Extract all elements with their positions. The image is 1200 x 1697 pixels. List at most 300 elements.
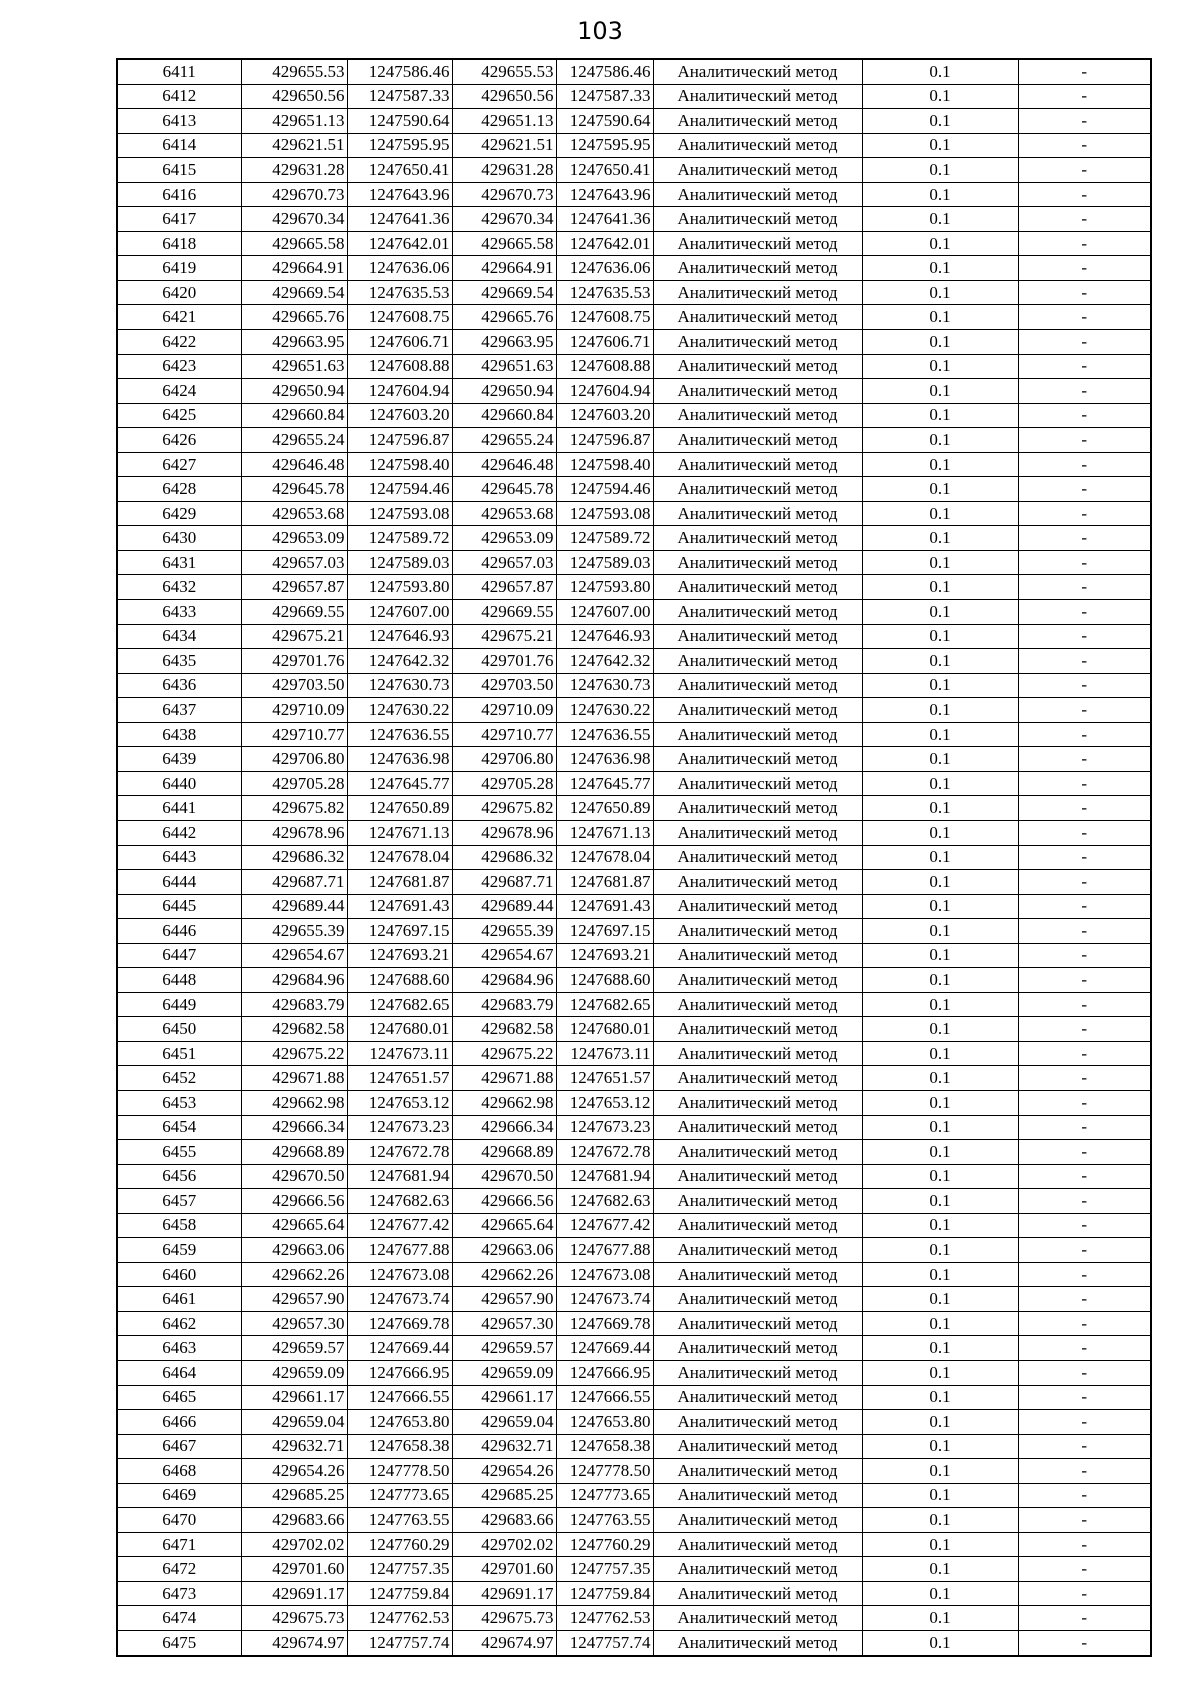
note-cell: - [1018,84,1151,109]
point-number-cell: 6446 [117,919,241,944]
note-cell: - [1018,207,1151,232]
table-row [117,231,1151,256]
table-row [117,1164,1151,1189]
x-coordinate-cell: 429632.71 [241,1434,347,1459]
note-cell: - [1018,109,1151,134]
accuracy-cell: 0.1 [862,1557,1018,1582]
x-coordinate-cell: 429646.48 [241,452,347,477]
accuracy-cell: 0.1 [862,133,1018,158]
table-row [117,1189,1151,1214]
note-cell: - [1018,1508,1151,1533]
method-cell: Аналитический метод [653,1287,862,1312]
point-number-cell: 6452 [117,1066,241,1091]
table-row [117,820,1151,845]
accuracy-cell: 0.1 [862,158,1018,183]
note-cell: - [1018,1336,1151,1361]
note-cell: - [1018,280,1151,305]
table-row [117,747,1151,772]
table-row [117,501,1151,526]
x-coordinate-prev-cell: 429659.04 [452,1410,556,1435]
y-coordinate-cell: 1247672.78 [347,1140,452,1165]
point-number-cell: 6433 [117,600,241,625]
y-coordinate-prev-cell: 1247678.04 [556,845,653,870]
x-coordinate-cell: 429654.26 [241,1459,347,1484]
method-cell: Аналитический метод [653,1410,862,1435]
x-coordinate-prev-cell: 429663.06 [452,1238,556,1263]
y-coordinate-cell: 1247593.80 [347,575,452,600]
y-coordinate-cell: 1247678.04 [347,845,452,870]
x-coordinate-cell: 429651.63 [241,354,347,379]
accuracy-cell: 0.1 [862,1483,1018,1508]
point-number-cell: 6428 [117,477,241,502]
note-cell: - [1018,428,1151,453]
method-cell: Аналитический метод [653,771,862,796]
method-cell: Аналитический метод [653,649,862,674]
note-cell: - [1018,845,1151,870]
method-cell: Аналитический метод [653,379,862,404]
x-coordinate-prev-cell: 429670.50 [452,1164,556,1189]
accuracy-cell: 0.1 [862,575,1018,600]
point-number-cell: 6474 [117,1606,241,1631]
method-cell: Аналитический метод [653,673,862,698]
x-coordinate-cell: 429664.91 [241,256,347,281]
x-coordinate-prev-cell: 429661.17 [452,1385,556,1410]
point-number-cell: 6412 [117,84,241,109]
x-coordinate-cell: 429653.09 [241,526,347,551]
y-coordinate-prev-cell: 1247603.20 [556,403,653,428]
x-coordinate-prev-cell: 429657.03 [452,550,556,575]
table-row [117,968,1151,993]
accuracy-cell: 0.1 [862,943,1018,968]
table-row [117,330,1151,355]
y-coordinate-prev-cell: 1247757.35 [556,1557,653,1582]
accuracy-cell: 0.1 [862,870,1018,895]
y-coordinate-cell: 1247598.40 [347,452,452,477]
y-coordinate-prev-cell: 1247589.72 [556,526,653,551]
y-coordinate-prev-cell: 1247682.65 [556,992,653,1017]
accuracy-cell: 0.1 [862,207,1018,232]
point-number-cell: 6419 [117,256,241,281]
x-coordinate-prev-cell: 429684.96 [452,968,556,993]
table-row [117,59,1151,84]
point-number-cell: 6470 [117,1508,241,1533]
note-cell: - [1018,870,1151,895]
point-number-cell: 6466 [117,1410,241,1435]
y-coordinate-cell: 1247643.96 [347,182,452,207]
y-coordinate-prev-cell: 1247593.08 [556,501,653,526]
y-coordinate-prev-cell: 1247645.77 [556,771,653,796]
method-cell: Аналитический метод [653,747,862,772]
note-cell: - [1018,1385,1151,1410]
x-coordinate-prev-cell: 429632.71 [452,1434,556,1459]
accuracy-cell: 0.1 [862,1041,1018,1066]
x-coordinate-cell: 429621.51 [241,133,347,158]
accuracy-cell: 0.1 [862,501,1018,526]
accuracy-cell: 0.1 [862,305,1018,330]
method-cell: Аналитический метод [653,722,862,747]
method-cell: Аналитический метод [653,845,862,870]
accuracy-cell: 0.1 [862,771,1018,796]
x-coordinate-prev-cell: 429705.28 [452,771,556,796]
point-number-cell: 6465 [117,1385,241,1410]
x-coordinate-cell: 429662.26 [241,1262,347,1287]
y-coordinate-cell: 1247642.32 [347,649,452,674]
x-coordinate-cell: 429689.44 [241,894,347,919]
y-coordinate-cell: 1247757.74 [347,1631,452,1656]
method-cell: Аналитический метод [653,1631,862,1656]
x-coordinate-prev-cell: 429669.54 [452,280,556,305]
method-cell: Аналитический метод [653,550,862,575]
point-number-cell: 6468 [117,1459,241,1484]
accuracy-cell: 0.1 [862,403,1018,428]
y-coordinate-cell: 1247682.65 [347,992,452,1017]
y-coordinate-cell: 1247641.36 [347,207,452,232]
y-coordinate-cell: 1247646.93 [347,624,452,649]
y-coordinate-cell: 1247693.21 [347,943,452,968]
method-cell: Аналитический метод [653,575,862,600]
x-coordinate-cell: 429662.98 [241,1090,347,1115]
note-cell: - [1018,133,1151,158]
y-coordinate-cell: 1247666.95 [347,1360,452,1385]
accuracy-cell: 0.1 [862,59,1018,84]
note-cell: - [1018,330,1151,355]
x-coordinate-cell: 429663.06 [241,1238,347,1263]
note-cell: - [1018,943,1151,968]
point-number-cell: 6426 [117,428,241,453]
x-coordinate-prev-cell: 429665.58 [452,231,556,256]
table-row [117,1631,1151,1656]
point-number-cell: 6432 [117,575,241,600]
x-coordinate-prev-cell: 429675.22 [452,1041,556,1066]
point-number-cell: 6453 [117,1090,241,1115]
note-cell: - [1018,796,1151,821]
y-coordinate-cell: 1247650.89 [347,796,452,821]
note-cell: - [1018,1238,1151,1263]
point-number-cell: 6417 [117,207,241,232]
method-cell: Аналитический метод [653,452,862,477]
accuracy-cell: 0.1 [862,1066,1018,1091]
accuracy-cell: 0.1 [862,1631,1018,1656]
y-coordinate-cell: 1247680.01 [347,1017,452,1042]
table-row [117,1287,1151,1312]
x-coordinate-prev-cell: 429657.90 [452,1287,556,1312]
accuracy-cell: 0.1 [862,1115,1018,1140]
x-coordinate-cell: 429701.76 [241,649,347,674]
point-number-cell: 6450 [117,1017,241,1042]
y-coordinate-prev-cell: 1247669.78 [556,1311,653,1336]
method-cell: Аналитический метод [653,207,862,232]
y-coordinate-prev-cell: 1247658.38 [556,1434,653,1459]
y-coordinate-cell: 1247759.84 [347,1581,452,1606]
accuracy-cell: 0.1 [862,84,1018,109]
point-number-cell: 6441 [117,796,241,821]
y-coordinate-cell: 1247691.43 [347,894,452,919]
method-cell: Аналитический метод [653,1017,862,1042]
point-number-cell: 6461 [117,1287,241,1312]
y-coordinate-prev-cell: 1247607.00 [556,600,653,625]
table-row [117,1483,1151,1508]
method-cell: Аналитический метод [653,280,862,305]
point-number-cell: 6456 [117,1164,241,1189]
point-number-cell: 6448 [117,968,241,993]
y-coordinate-prev-cell: 1247642.01 [556,231,653,256]
y-coordinate-prev-cell: 1247773.65 [556,1483,653,1508]
y-coordinate-prev-cell: 1247606.71 [556,330,653,355]
y-coordinate-prev-cell: 1247666.55 [556,1385,653,1410]
y-coordinate-prev-cell: 1247693.21 [556,943,653,968]
note-cell: - [1018,747,1151,772]
method-cell: Аналитический метод [653,894,862,919]
point-number-cell: 6414 [117,133,241,158]
accuracy-cell: 0.1 [862,747,1018,772]
x-coordinate-prev-cell: 429646.48 [452,452,556,477]
table-row [117,1434,1151,1459]
accuracy-cell: 0.1 [862,1213,1018,1238]
point-number-cell: 6424 [117,379,241,404]
x-coordinate-prev-cell: 429655.39 [452,919,556,944]
table-row [117,771,1151,796]
y-coordinate-cell: 1247681.87 [347,870,452,895]
x-coordinate-prev-cell: 429683.79 [452,992,556,1017]
note-cell: - [1018,182,1151,207]
y-coordinate-prev-cell: 1247604.94 [556,379,653,404]
y-coordinate-cell: 1247589.03 [347,550,452,575]
y-coordinate-cell: 1247651.57 [347,1066,452,1091]
table-row [117,1360,1151,1385]
note-cell: - [1018,1410,1151,1435]
point-number-cell: 6435 [117,649,241,674]
method-cell: Аналитический метод [653,182,862,207]
accuracy-cell: 0.1 [862,894,1018,919]
y-coordinate-prev-cell: 1247636.55 [556,722,653,747]
accuracy-cell: 0.1 [862,1508,1018,1533]
y-coordinate-cell: 1247671.13 [347,820,452,845]
method-cell: Аналитический метод [653,820,862,845]
y-coordinate-cell: 1247608.88 [347,354,452,379]
table-row [117,305,1151,330]
note-cell: - [1018,1311,1151,1336]
point-number-cell: 6431 [117,550,241,575]
method-cell: Аналитический метод [653,403,862,428]
x-coordinate-cell: 429645.78 [241,477,347,502]
y-coordinate-prev-cell: 1247586.46 [556,59,653,84]
note-cell: - [1018,1164,1151,1189]
method-cell: Аналитический метод [653,1041,862,1066]
table-row [117,649,1151,674]
x-coordinate-prev-cell: 429621.51 [452,133,556,158]
x-coordinate-prev-cell: 429660.84 [452,403,556,428]
x-coordinate-cell: 429670.50 [241,1164,347,1189]
method-cell: Аналитический метод [653,796,862,821]
point-number-cell: 6472 [117,1557,241,1582]
x-coordinate-cell: 429675.82 [241,796,347,821]
table-row [117,550,1151,575]
method-cell: Аналитический метод [653,305,862,330]
table-row [117,624,1151,649]
method-cell: Аналитический метод [653,526,862,551]
point-number-cell: 6443 [117,845,241,870]
x-coordinate-prev-cell: 429668.89 [452,1140,556,1165]
x-coordinate-cell: 429670.34 [241,207,347,232]
point-number-cell: 6438 [117,722,241,747]
note-cell: - [1018,649,1151,674]
y-coordinate-prev-cell: 1247650.41 [556,158,653,183]
y-coordinate-cell: 1247635.53 [347,280,452,305]
method-cell: Аналитический метод [653,1336,862,1361]
y-coordinate-prev-cell: 1247653.80 [556,1410,653,1435]
y-coordinate-cell: 1247653.80 [347,1410,452,1435]
method-cell: Аналитический метод [653,109,862,134]
note-cell: - [1018,1360,1151,1385]
x-coordinate-cell: 429684.96 [241,968,347,993]
method-cell: Аналитический метод [653,231,862,256]
table-row [117,207,1151,232]
accuracy-cell: 0.1 [862,1238,1018,1263]
point-number-cell: 6457 [117,1189,241,1214]
method-cell: Аналитический метод [653,256,862,281]
x-coordinate-cell: 429710.09 [241,698,347,723]
y-coordinate-cell: 1247673.74 [347,1287,452,1312]
x-coordinate-prev-cell: 429687.71 [452,870,556,895]
x-coordinate-prev-cell: 429669.55 [452,600,556,625]
table-row [117,1606,1151,1631]
table-row [117,1041,1151,1066]
note-cell: - [1018,1606,1151,1631]
method-cell: Аналитический метод [653,1213,862,1238]
y-coordinate-prev-cell: 1247666.95 [556,1360,653,1385]
note-cell: - [1018,1631,1151,1656]
y-coordinate-prev-cell: 1247759.84 [556,1581,653,1606]
x-coordinate-cell: 429666.34 [241,1115,347,1140]
x-coordinate-prev-cell: 429671.88 [452,1066,556,1091]
x-coordinate-cell: 429660.84 [241,403,347,428]
accuracy-cell: 0.1 [862,845,1018,870]
y-coordinate-cell: 1247773.65 [347,1483,452,1508]
table-row [117,84,1151,109]
y-coordinate-prev-cell: 1247636.06 [556,256,653,281]
table-row [117,1262,1151,1287]
accuracy-cell: 0.1 [862,1434,1018,1459]
y-coordinate-prev-cell: 1247760.29 [556,1532,653,1557]
method-cell: Аналитический метод [653,1115,862,1140]
x-coordinate-cell: 429687.71 [241,870,347,895]
note-cell: - [1018,919,1151,944]
y-coordinate-prev-cell: 1247594.46 [556,477,653,502]
accuracy-cell: 0.1 [862,624,1018,649]
table-row [117,600,1151,625]
x-coordinate-prev-cell: 429664.91 [452,256,556,281]
method-cell: Аналитический метод [653,477,862,502]
y-coordinate-prev-cell: 1247650.89 [556,796,653,821]
x-coordinate-cell: 429691.17 [241,1581,347,1606]
point-number-cell: 6427 [117,452,241,477]
method-cell: Аналитический метод [653,1606,862,1631]
accuracy-cell: 0.1 [862,452,1018,477]
y-coordinate-prev-cell: 1247681.87 [556,870,653,895]
accuracy-cell: 0.1 [862,1336,1018,1361]
accuracy-cell: 0.1 [862,1532,1018,1557]
y-coordinate-prev-cell: 1247596.87 [556,428,653,453]
x-coordinate-prev-cell: 429657.30 [452,1311,556,1336]
x-coordinate-prev-cell: 429666.56 [452,1189,556,1214]
note-cell: - [1018,1115,1151,1140]
note-cell: - [1018,894,1151,919]
point-number-cell: 6430 [117,526,241,551]
method-cell: Аналитический метод [653,1459,862,1484]
accuracy-cell: 0.1 [862,600,1018,625]
table-row [117,280,1151,305]
table-row [117,354,1151,379]
table-row [117,1459,1151,1484]
method-cell: Аналитический метод [653,992,862,1017]
y-coordinate-cell: 1247642.01 [347,231,452,256]
y-coordinate-cell: 1247650.41 [347,158,452,183]
note-cell: - [1018,722,1151,747]
point-number-cell: 6454 [117,1115,241,1140]
accuracy-cell: 0.1 [862,354,1018,379]
x-coordinate-prev-cell: 429631.28 [452,158,556,183]
x-coordinate-prev-cell: 429662.98 [452,1090,556,1115]
x-coordinate-cell: 429703.50 [241,673,347,698]
accuracy-cell: 0.1 [862,280,1018,305]
point-number-cell: 6416 [117,182,241,207]
x-coordinate-cell: 429659.09 [241,1360,347,1385]
y-coordinate-cell: 1247608.75 [347,305,452,330]
y-coordinate-cell: 1247636.55 [347,722,452,747]
y-coordinate-prev-cell: 1247762.53 [556,1606,653,1631]
method-cell: Аналитический метод [653,1140,862,1165]
y-coordinate-cell: 1247606.71 [347,330,452,355]
method-cell: Аналитический метод [653,354,862,379]
table-row [117,526,1151,551]
y-coordinate-cell: 1247630.73 [347,673,452,698]
x-coordinate-cell: 429706.80 [241,747,347,772]
y-coordinate-cell: 1247673.23 [347,1115,452,1140]
y-coordinate-prev-cell: 1247641.36 [556,207,653,232]
x-coordinate-prev-cell: 429686.32 [452,845,556,870]
method-cell: Аналитический метод [653,1581,862,1606]
x-coordinate-cell: 429683.79 [241,992,347,1017]
x-coordinate-cell: 429669.54 [241,280,347,305]
point-number-cell: 6429 [117,501,241,526]
x-coordinate-prev-cell: 429674.97 [452,1631,556,1656]
y-coordinate-cell: 1247762.53 [347,1606,452,1631]
x-coordinate-cell: 429686.32 [241,845,347,870]
accuracy-cell: 0.1 [862,526,1018,551]
note-cell: - [1018,59,1151,84]
point-number-cell: 6469 [117,1483,241,1508]
table-row [117,1140,1151,1165]
y-coordinate-prev-cell: 1247681.94 [556,1164,653,1189]
point-number-cell: 6415 [117,158,241,183]
accuracy-cell: 0.1 [862,722,1018,747]
x-coordinate-prev-cell: 429675.82 [452,796,556,821]
note-cell: - [1018,231,1151,256]
point-number-cell: 6434 [117,624,241,649]
method-cell: Аналитический метод [653,428,862,453]
table-row [117,452,1151,477]
x-coordinate-prev-cell: 429657.87 [452,575,556,600]
accuracy-cell: 0.1 [862,1164,1018,1189]
y-coordinate-prev-cell: 1247688.60 [556,968,653,993]
y-coordinate-cell: 1247666.55 [347,1385,452,1410]
x-coordinate-cell: 429678.96 [241,820,347,845]
y-coordinate-cell: 1247697.15 [347,919,452,944]
accuracy-cell: 0.1 [862,1090,1018,1115]
table-row [117,1090,1151,1115]
accuracy-cell: 0.1 [862,1262,1018,1287]
method-cell: Аналитический метод [653,1557,862,1582]
